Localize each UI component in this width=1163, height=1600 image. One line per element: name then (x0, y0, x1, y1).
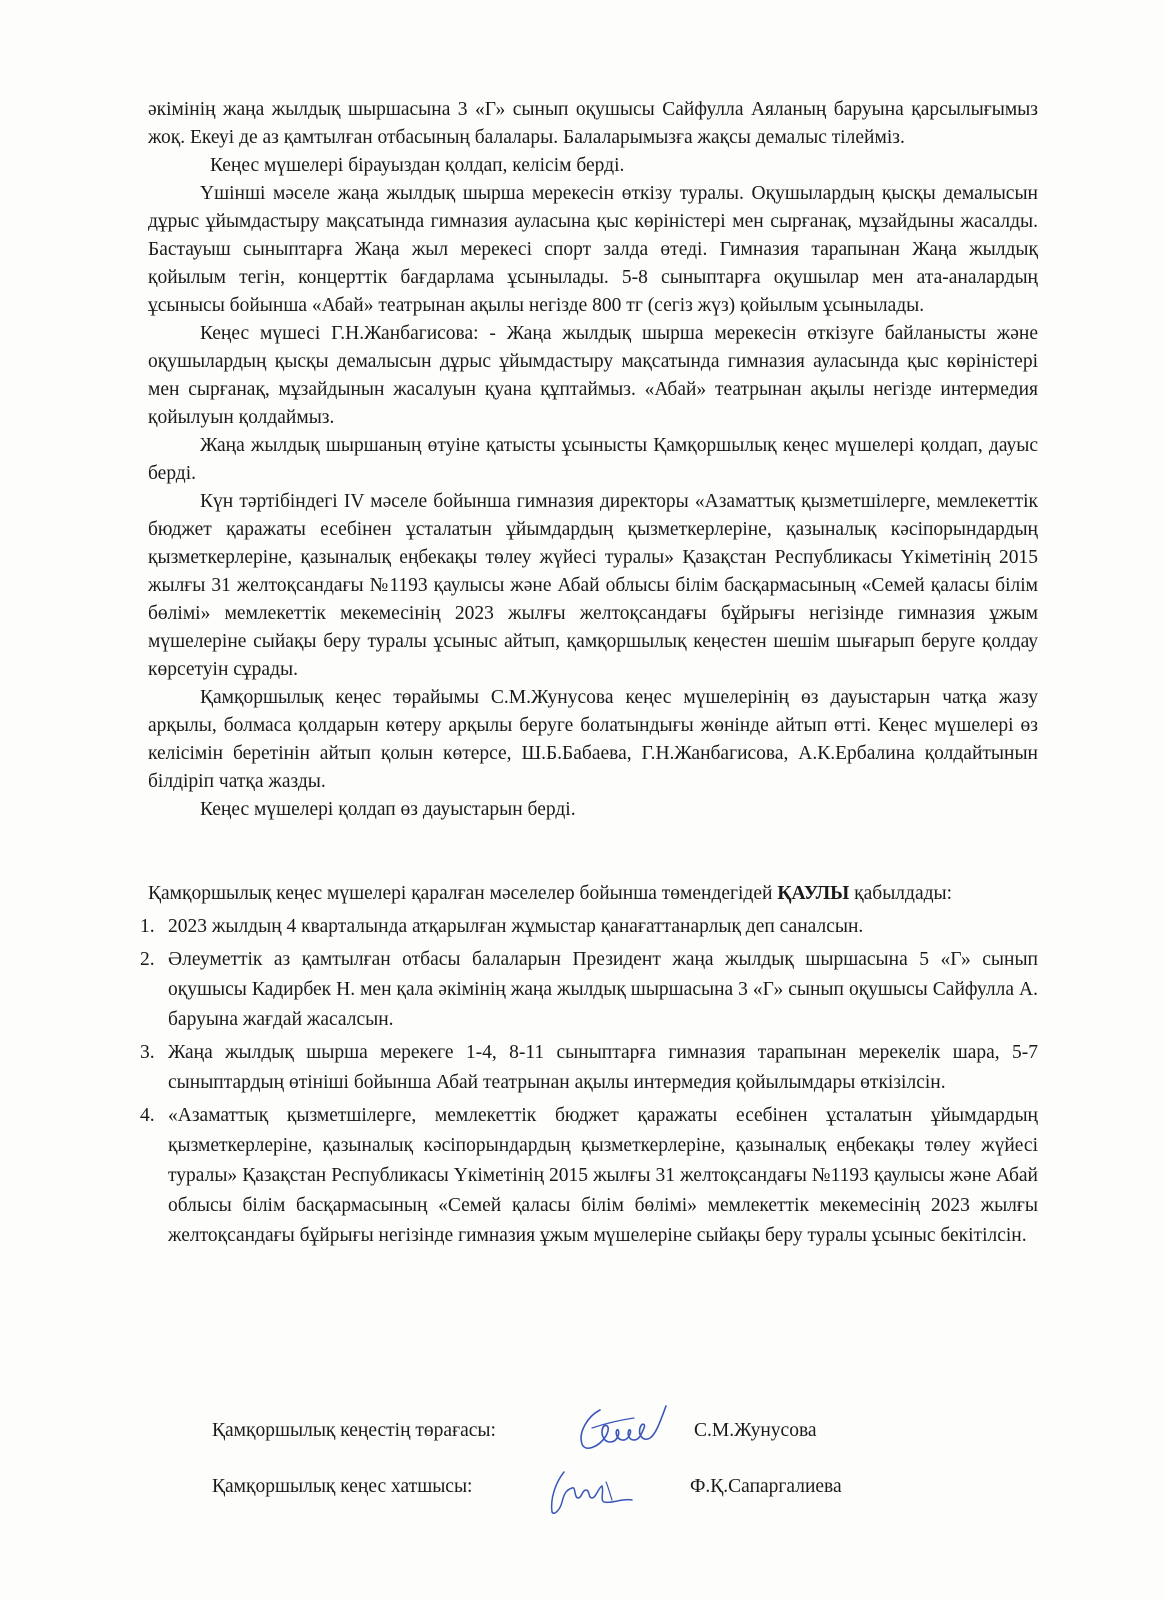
resolution-item (140, 945, 1038, 1035)
resolution-item-number: 1. (140, 916, 155, 937)
resolution-list (140, 912, 1038, 1251)
secretary-signature-row (212, 1466, 912, 1522)
document-body (140, 96, 1038, 1254)
section-spacer (148, 824, 1038, 880)
resolution-item-number: 4. (140, 1105, 155, 1126)
signature-block (212, 1410, 912, 1522)
paragraph-2: Кеңес мүшелері бірауыздан қолдап, келісім берді. (210, 155, 625, 176)
paragraph-6: Күн тәртібіндегі IV мәселе бойынша гимназия директоры «Азаматтық қызметшілерге, мемлекеттік бюджет қаражаты есебінен ұсталатын ұйымдардың қызметкерлеріне, қазыналық кәсіпорындардың қызметкерлеріне, қазыналық еңбекақы төлеу жүйесі туралы» Қазақстан Республикасы Үкіметінің 2015 жылғы 31 желтоқсандағы №1193 қаулысы және Абай облысы білім басқармасының «Семей қаласы білім бөлімі» мемлекеттік мекемесінің 2023 жылғы желтоқсандағы бұйрығы негізінде гимназия ұжым мүшелеріне сыйақы беру туралы ұсыныс айтып, қамқоршылық кеңестен шешім шығарып беруге қолдау көрсетуін сұрады. (148, 491, 1038, 680)
paragraph-5: Жаңа жылдық шыршаның өтуіне қатысты ұсынысты Қамқоршылық кеңес мүшелері қолдап, дауыс берді. (148, 435, 1038, 484)
chair-name: С.М.Жунусова (694, 1420, 817, 1441)
resolution-item-text: «Азаматтық қызметшілерге, мемлекеттік бюджет қаражаты есебінен ұсталатын ұйымдардың қызметкерлеріне, қазыналық кәсіпорындардың қызметкерлеріне, қазыналық еңбекақы төлеу жүйесі туралы» Қазақстан Республикасы Үкіметінің 2015 жылғы 31 желтоқсандағы №1193 қаулысы және Абай облысы білім басқармасының «Семей қаласы білім бөлімі» мемлекеттік мекемесінің 2023 жылғы желтоқсандағы бұйрығы негізінде гимназия ұжым мүшелеріне сыйақы беру туралы ұсыныс бекітілсін. (168, 1105, 1038, 1246)
resolution-item-number: 3. (140, 1042, 155, 1063)
resolution-intro (148, 880, 1038, 908)
secretary-name: Ф.Қ.Сапаргалиева (690, 1476, 842, 1497)
resolution-item (140, 1038, 1038, 1098)
paragraph-7: Қамқоршылық кеңес төрайымы С.М.Жунусова кеңес мүшелерінің өз дауыстарын чатқа жазу арқылы, болмаса қолдарын көтеру арқылы беруге болатындығы жөнінде айтып өтті. Кеңес мүшелері өз келісімін беретінін айтып қолын көтерсе, Ш.Б.Бабаева, Г.Н.Жанбагисова, А.К.Ербалина қолдайтынын білдіріп чатқа жазды. (148, 687, 1038, 792)
chair-label: Қамқоршылық кеңестің төрағасы: (212, 1420, 496, 1441)
chair-signature-row (212, 1410, 912, 1466)
resolution-intro-end: қабылдады: (849, 883, 953, 904)
paragraph-1: әкімінің жаңа жылдық шыршасына 3 «Г» сынып оқушысы Сайфулла Аяланың баруына қарсылығымыз жоқ. Екеуі де аз қамтылған отбасының балалары. Балаларымызға жақсы демалыс тілейміз. (148, 99, 1038, 148)
resolution-intro-text: Қамқоршылық кеңес мүшелері қаралған мәселелер бойынша төмендегідей (148, 883, 778, 904)
secretary-label: Қамқоршылық кеңес хатшысы: (212, 1476, 473, 1497)
resolution-item-text: Әлеуметтік аз қамтылған отбасы балаларын Президент жаңа жылдық шыршасына 5 «Г» сынып оқушысы Кадирбек Н. мен қала әкімінің жаңа жылдық шыршасына 3 «Г» сынып оқушысы Сайфулла А. баруына жағдай жасалсын. (168, 949, 1038, 1030)
paragraph-3: Үшінші мәселе жаңа жылдық шырша мерекесін өткізу туралы. Оқушылардың қысқы демалысын дұрыс ұйымдастыру мақсатында гимназия ауласына қыс көріністері мен сырғанақ, мұзайдыны жасалды. Бастауыш сыныптарға Жаңа жыл мерекесі спорт залда өтеді. Гимназия тарапынан Жаңа жылдық қойылым тегін, концерттік бағдарлама ұсынылады. 5-8 сыныптарға оқушылар мен ата-аналардың ұсынысы бойынша «Абай» театрынан ақылы негізде 800 тг (сегіз жүз) қойылым ұсынылады. (148, 183, 1038, 316)
secretary-signature-image (542, 1464, 642, 1518)
resolution-item-text: 2023 жылдың 4 кварталында атқарылған жұмыстар қанағаттанарлық деп саналсын. (168, 916, 864, 937)
resolution-keyword: ҚАУЛЫ (777, 883, 850, 904)
resolution-item-text: Жаңа жылдық шырша мерекеге 1-4, 8-11 сыныптарға гимназия тарапынан мерекелік шара, 5-7 сыныптардың өтініші бойынша Абай театрынан ақылы интермедия қойылымдары өткізілсін. (168, 1042, 1038, 1093)
resolution-item (140, 912, 1038, 942)
chair-signature-image (570, 1398, 680, 1456)
resolution-item (140, 1101, 1038, 1251)
resolution-item-number: 2. (140, 949, 155, 970)
paragraph-4: Кеңес мүшесі Г.Н.Жанбагисова: - Жаңа жылдық шырша мерекесін өткізуге байланысты және оқушылардың қысқы демалысын дұрыс ұйымдастыру мақсатында гимназия ауласында қыс көріністері мен сырғанақ, мұзайдынын жасалуын қуана құптаймыз. «Абай» театрынан ақылы негізде интермедия қойылуын қолдаймыз. (148, 323, 1038, 428)
paragraph-8: Кеңес мүшелері қолдап өз дауыстарын берді. (200, 799, 576, 820)
